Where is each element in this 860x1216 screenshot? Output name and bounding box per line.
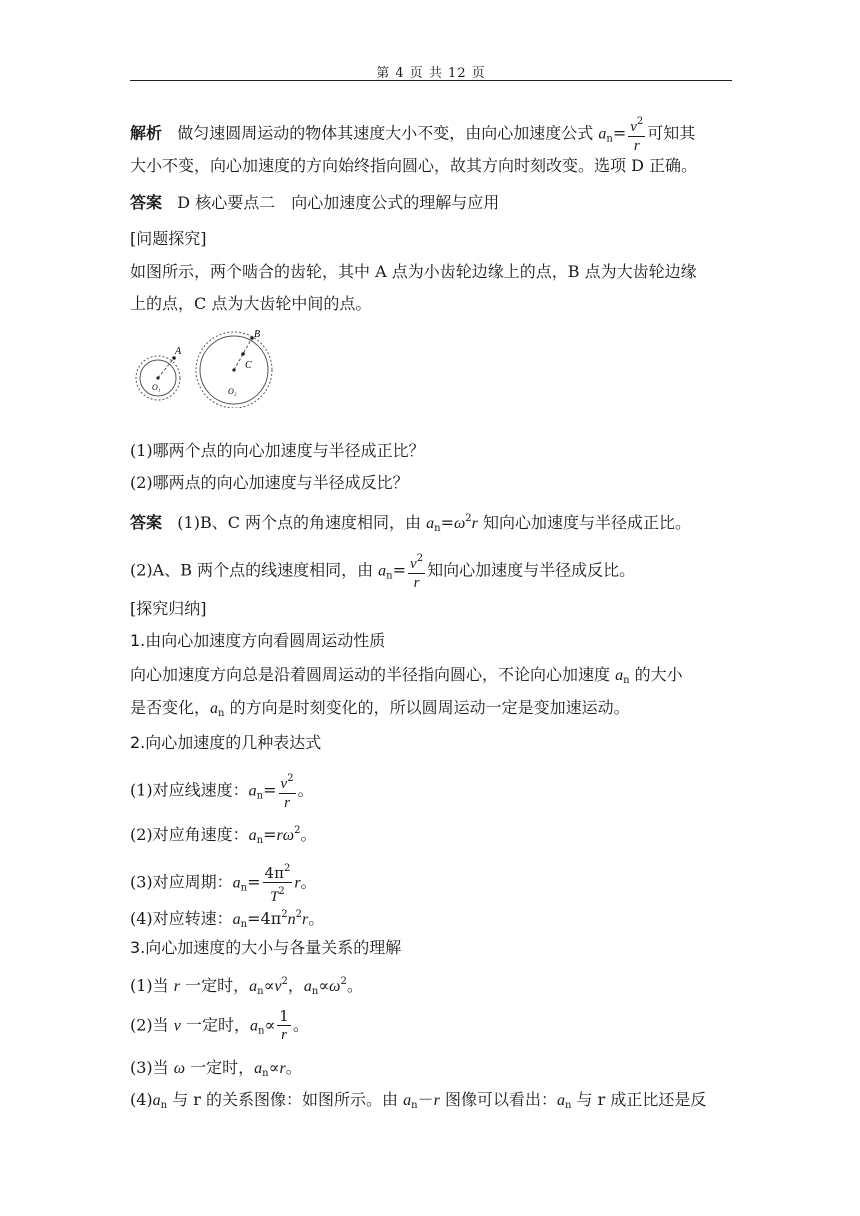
answer-label: 答案	[130, 193, 163, 212]
summary-heading-1: 1.由向心加速度方向看圆周运动性质	[130, 631, 386, 650]
formula-2: (2)对应角速度：$a_n=r\omega^2$。	[130, 825, 317, 846]
label-c: C	[245, 360, 252, 371]
answer-2-text-2b: 知向心加速度与半径成反比。	[427, 560, 636, 580]
summary-p1-line-2: 是否变化，$a_n$ 的方向是时刻变化的，所以圆周运动一定是变加速运动。	[130, 698, 630, 719]
answer-2-text-2: (2)A、B 两个点的线速度相同，由	[130, 560, 374, 580]
formula-4: (4)对应转速：$a_n=4\pi^2n^2r$。	[130, 909, 325, 930]
answer-2-text-1: (1)B、C 两个点的角速度相同，由	[177, 513, 422, 532]
formula-1: (1)对应线速度：$a_n=$ $\frac{v^2}{r}$ 。	[130, 770, 740, 812]
problem-line-2: 上的点，C 点为大齿轮中间的点。	[130, 294, 372, 313]
analysis-text: 做匀速圆周运动的物体其速度大小不变，由向心加速度公式	[177, 123, 594, 143]
gear-diagram	[130, 328, 290, 408]
summary-heading-3: 3.向心加速度的大小与各量关系的理解	[130, 938, 402, 957]
relation-3: (3)当 ω 一定时，$a_n\propto r$。	[130, 1058, 302, 1079]
answer-1	[130, 192, 740, 214]
answer-2-text-1b: 知向心加速度与半径成正比。	[483, 513, 692, 532]
formula-3: (3)对应周期：$a_n=$ $\frac{4\pi^2}{T^2}$ r。	[130, 860, 740, 906]
analysis-text-after: 可知其	[647, 123, 696, 143]
analysis-line-2: 大小不变，向心加速度的方向始终指向圆心，故其方向时刻改变。选项 D 正确。	[130, 156, 698, 175]
summary-heading-2: 2.向心加速度的几种表达式	[130, 733, 322, 752]
analysis-line-1: 解析 做匀速圆周运动的物体其速度大小不变，由向心加速度公式 $a_n=$ $\frac{v^2}{r}$ 可知其	[130, 113, 740, 155]
label-o1: O₁	[152, 383, 161, 392]
relation-2: (2)当 v 一定时，$a_n\propto$ $\frac{1}{r}$ 。	[130, 1007, 309, 1043]
relation-1: (1)当 r 一定时，$a_n\propto v^2$，$a_n\propto\omega^2$。	[130, 976, 363, 997]
label-o2: O₂	[228, 387, 237, 396]
answer-2-line-1: 答案 (1)B、C 两个点的角速度相同，由 $a_n=\omega^2r$ 知向心加速度与半径成正比。	[130, 513, 692, 534]
summary-p1-line-1: 向心加速度方向总是沿着圆周运动的半径指向圆心，不论向心加速度 $a_n$ 的大小	[130, 665, 683, 686]
page-header: 第 4 页 共 12 页	[376, 66, 486, 81]
problem-title: [问题探究]	[130, 229, 207, 248]
formula-v2-over-r: $\frac{v^2}{r}$	[628, 113, 645, 155]
summary-title: [探究归纳]	[130, 599, 207, 618]
label-b: B	[254, 329, 261, 340]
problem-line-1: 如图所示，两个啮合的齿轮，其中 A 点为小齿轮边缘上的点，B 点为大齿轮边缘	[130, 262, 697, 281]
header-rule	[130, 80, 732, 81]
question-1: (1)哪两个点的向心加速度与半径成正比？	[130, 441, 425, 460]
answer-1-text: D 核心要点二 向心加速度公式的理解与应用	[177, 193, 500, 212]
answer-2-label: 答案	[130, 513, 163, 532]
question-2: (2)哪两点的向心加速度与半径成反比？	[130, 473, 409, 492]
relation-4: $(4)a_n$ 与 r 的关系图像：如图所示。由 $a_n-r$ 图像可以看出：$a_n$ 与 r 成正比还是反	[130, 1090, 707, 1111]
label-a: A	[175, 346, 182, 357]
analysis-label: 解析	[130, 123, 163, 143]
answer-2-line-2: (2)A、B 两个点的线速度相同，由 $a_n=$ $\frac{v^2}{r}$ 知向心加速度与半径成反比。	[130, 550, 740, 592]
